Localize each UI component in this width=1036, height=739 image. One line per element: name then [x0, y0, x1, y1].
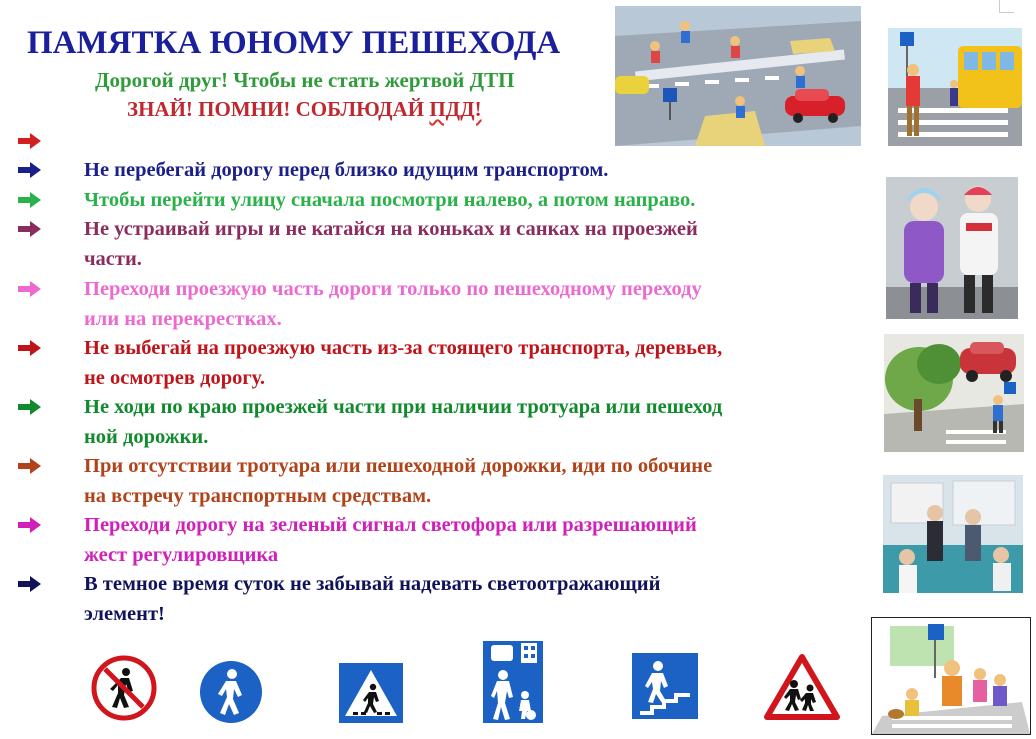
slogan	[127, 97, 482, 122]
bullet-arrow-icon	[16, 456, 44, 476]
pedestrian-path-sign	[198, 659, 264, 729]
bullet-arrow-icon	[16, 515, 44, 535]
children-winter-photo	[886, 177, 1018, 319]
page-subtitle: Дорогой друг! Чтобы не стать жертвой ДТП	[95, 68, 515, 92]
rule-item: Не ходи по краю проезжей части при наличии тротуара или пешеход ной дорожки.	[84, 396, 723, 448]
living-zone-sign	[483, 641, 543, 727]
rule-item: Не перебегай дорогу перед близко идущим транспортом.	[84, 159, 609, 181]
bullet-arrow-icon	[16, 397, 44, 417]
crosswalk-bus-photo	[888, 28, 1022, 146]
rule-item: Не устраивай игры и не катайся на коньках и санках на проезжей части.	[84, 218, 698, 270]
car-trees-illustration	[884, 334, 1024, 452]
rule-item: Чтобы перейти улицу сначала посмотри налево, а потом направо.	[84, 189, 696, 211]
slogan-main: ЗНАЙ! ПОМНИ! СОБЛЮДАЙ	[127, 97, 430, 121]
bullet-arrow-icon	[16, 338, 44, 358]
children-warning-sign	[764, 654, 840, 724]
bullet-arrow-icon	[16, 219, 44, 239]
crossing-children-illustration	[871, 617, 1031, 735]
corner-mark	[999, 0, 1014, 13]
rule-item: Переходи дорогу на зеленый сигнал светофора или разрешающий жест регулировщика	[84, 514, 697, 566]
rule-item: При отсутствии тротуара или пешеходной дорожки, иди по обочине на встречу транспортным средствам.	[84, 455, 713, 507]
slogan-end: ПДД!	[429, 97, 482, 121]
street-scene-illustration	[615, 6, 861, 146]
underpass-sign	[632, 653, 698, 723]
bullet-arrow-icon	[16, 160, 44, 180]
bullet-arrow-icon	[16, 131, 44, 151]
page-title: ПАМЯТКА ЮНОМУ ПЕШЕХОДА	[27, 25, 561, 61]
rule-item: Не выбегай на проезжую часть из-за стоящего транспорта, деревьев, не осмотрев дорогу.	[84, 337, 723, 389]
bullet-arrow-icon	[16, 190, 44, 210]
rule-item: В темное время суток не забывай надевать светоотражающий элемент!	[84, 573, 661, 625]
bullet-arrow-icon	[16, 574, 44, 594]
pedestrian-crossing-sign	[339, 663, 403, 727]
rule-item: Переходи проезжую часть дороги только по пешеходному переходу или на перекрестках.	[84, 278, 702, 330]
bullet-arrow-icon	[16, 279, 44, 299]
classroom-photo	[883, 475, 1023, 593]
no-pedestrians-sign	[91, 655, 157, 725]
